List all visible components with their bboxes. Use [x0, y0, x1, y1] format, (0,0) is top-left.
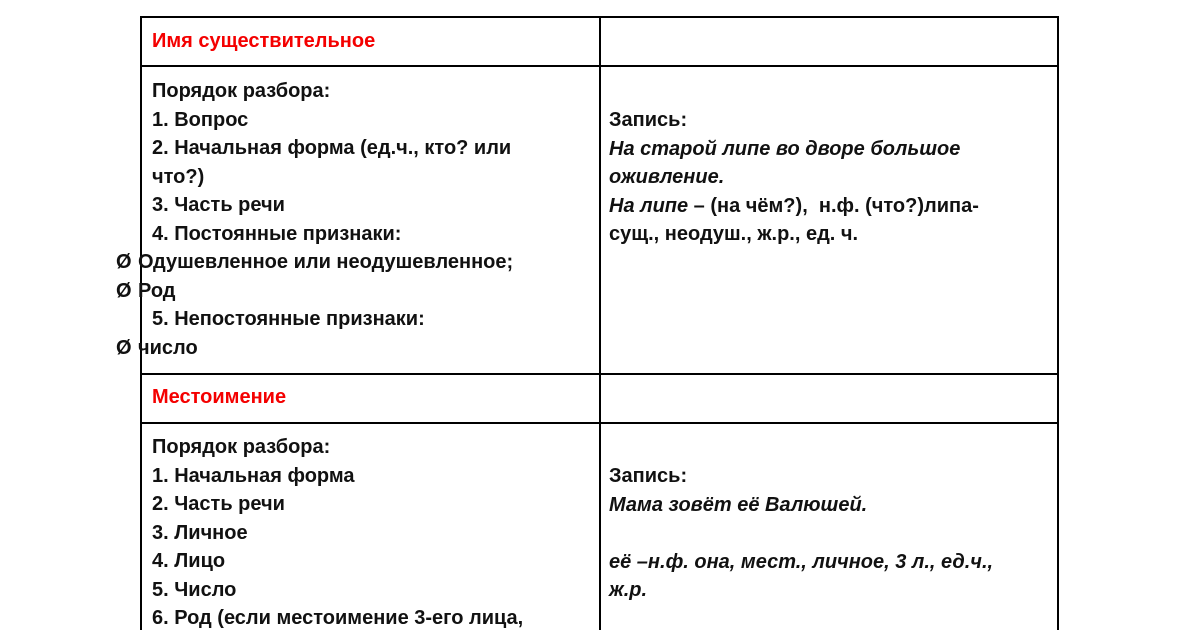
bullet-mark: Ø: [116, 280, 132, 302]
noun-analysis-word: На липе: [609, 194, 689, 217]
noun-order-line: что?): [152, 165, 205, 188]
noun-bullet-item: [116, 248, 513, 277]
noun-example-sentence: На старой липе во дворе большое: [609, 137, 961, 160]
record-label: Запись:: [609, 465, 688, 487]
noun-order-line: 3. Часть речи: [152, 194, 285, 216]
noun-bullet-item: [116, 277, 176, 306]
noun-order-line: Порядок разбора:: [152, 80, 331, 102]
record-label: Запись:: [609, 109, 688, 131]
pronoun-order-line: 4. Лицо: [152, 550, 226, 572]
noun-record: [609, 106, 979, 249]
noun-order-line: 5. Непостоянные признаки:: [152, 308, 425, 330]
pronoun-record: [609, 462, 993, 605]
noun-example-sentence-cont: оживление.: [609, 166, 725, 188]
table-row-divider-1: [140, 65, 1059, 67]
pronoun-order-line: 2. Часть речи: [152, 493, 285, 515]
table-border-top: [140, 16, 1059, 18]
table-row-divider-3: [140, 422, 1059, 424]
noun-heading: Имя существительное: [152, 30, 376, 52]
bullet-text: число: [138, 337, 198, 359]
pronoun-order-line: Порядок разбора:: [152, 436, 331, 458]
pronoun-heading: Местоимение: [152, 386, 287, 408]
noun-analysis-line-2: сущ., неодуш., ж.р., ед. ч.: [609, 223, 859, 245]
table-row-divider-2: [140, 373, 1059, 375]
pronoun-order-line: 3. Личное: [152, 521, 248, 544]
pronoun-parsing-order: [152, 433, 523, 633]
spacer: [609, 519, 993, 548]
noun-bullet-item: [116, 334, 198, 363]
bullet-mark: Ø: [116, 251, 132, 273]
bullet-text: Одушевленное или неодушевленное;: [138, 251, 514, 273]
bullet-mark: Ø: [116, 337, 132, 359]
pronoun-example-sentence: Мама зовёт её Валюшей.: [609, 493, 868, 516]
pronoun-analysis-line: её –н.ф. она, мест., личное, 3 л., ед.ч.,: [609, 550, 994, 573]
table-border-right: [1057, 16, 1059, 630]
pronoun-order-line: 1. Начальная форма: [152, 464, 355, 487]
noun-order-line: 4. Постоянные признаки:: [152, 222, 402, 245]
noun-order-line: 1. Вопрос: [152, 108, 249, 131]
pronoun-order-line: 6. Род (если местоимение 3-его лица,: [152, 607, 524, 629]
noun-parsing-order: [152, 77, 511, 248]
table-border-middle: [599, 16, 601, 630]
pronoun-order-line: 5. Число: [152, 578, 237, 601]
noun-analysis-text: – (на чём?), н.ф. (что?)липа-: [688, 194, 979, 217]
noun-order-line: 2. Начальная форма (ед.ч., кто? или: [152, 137, 512, 159]
table-border-left: [140, 16, 142, 630]
pronoun-analysis-line-2: ж.р.: [609, 579, 648, 601]
bullet-text: Род: [138, 280, 176, 302]
noun-analysis-line: [609, 192, 979, 221]
